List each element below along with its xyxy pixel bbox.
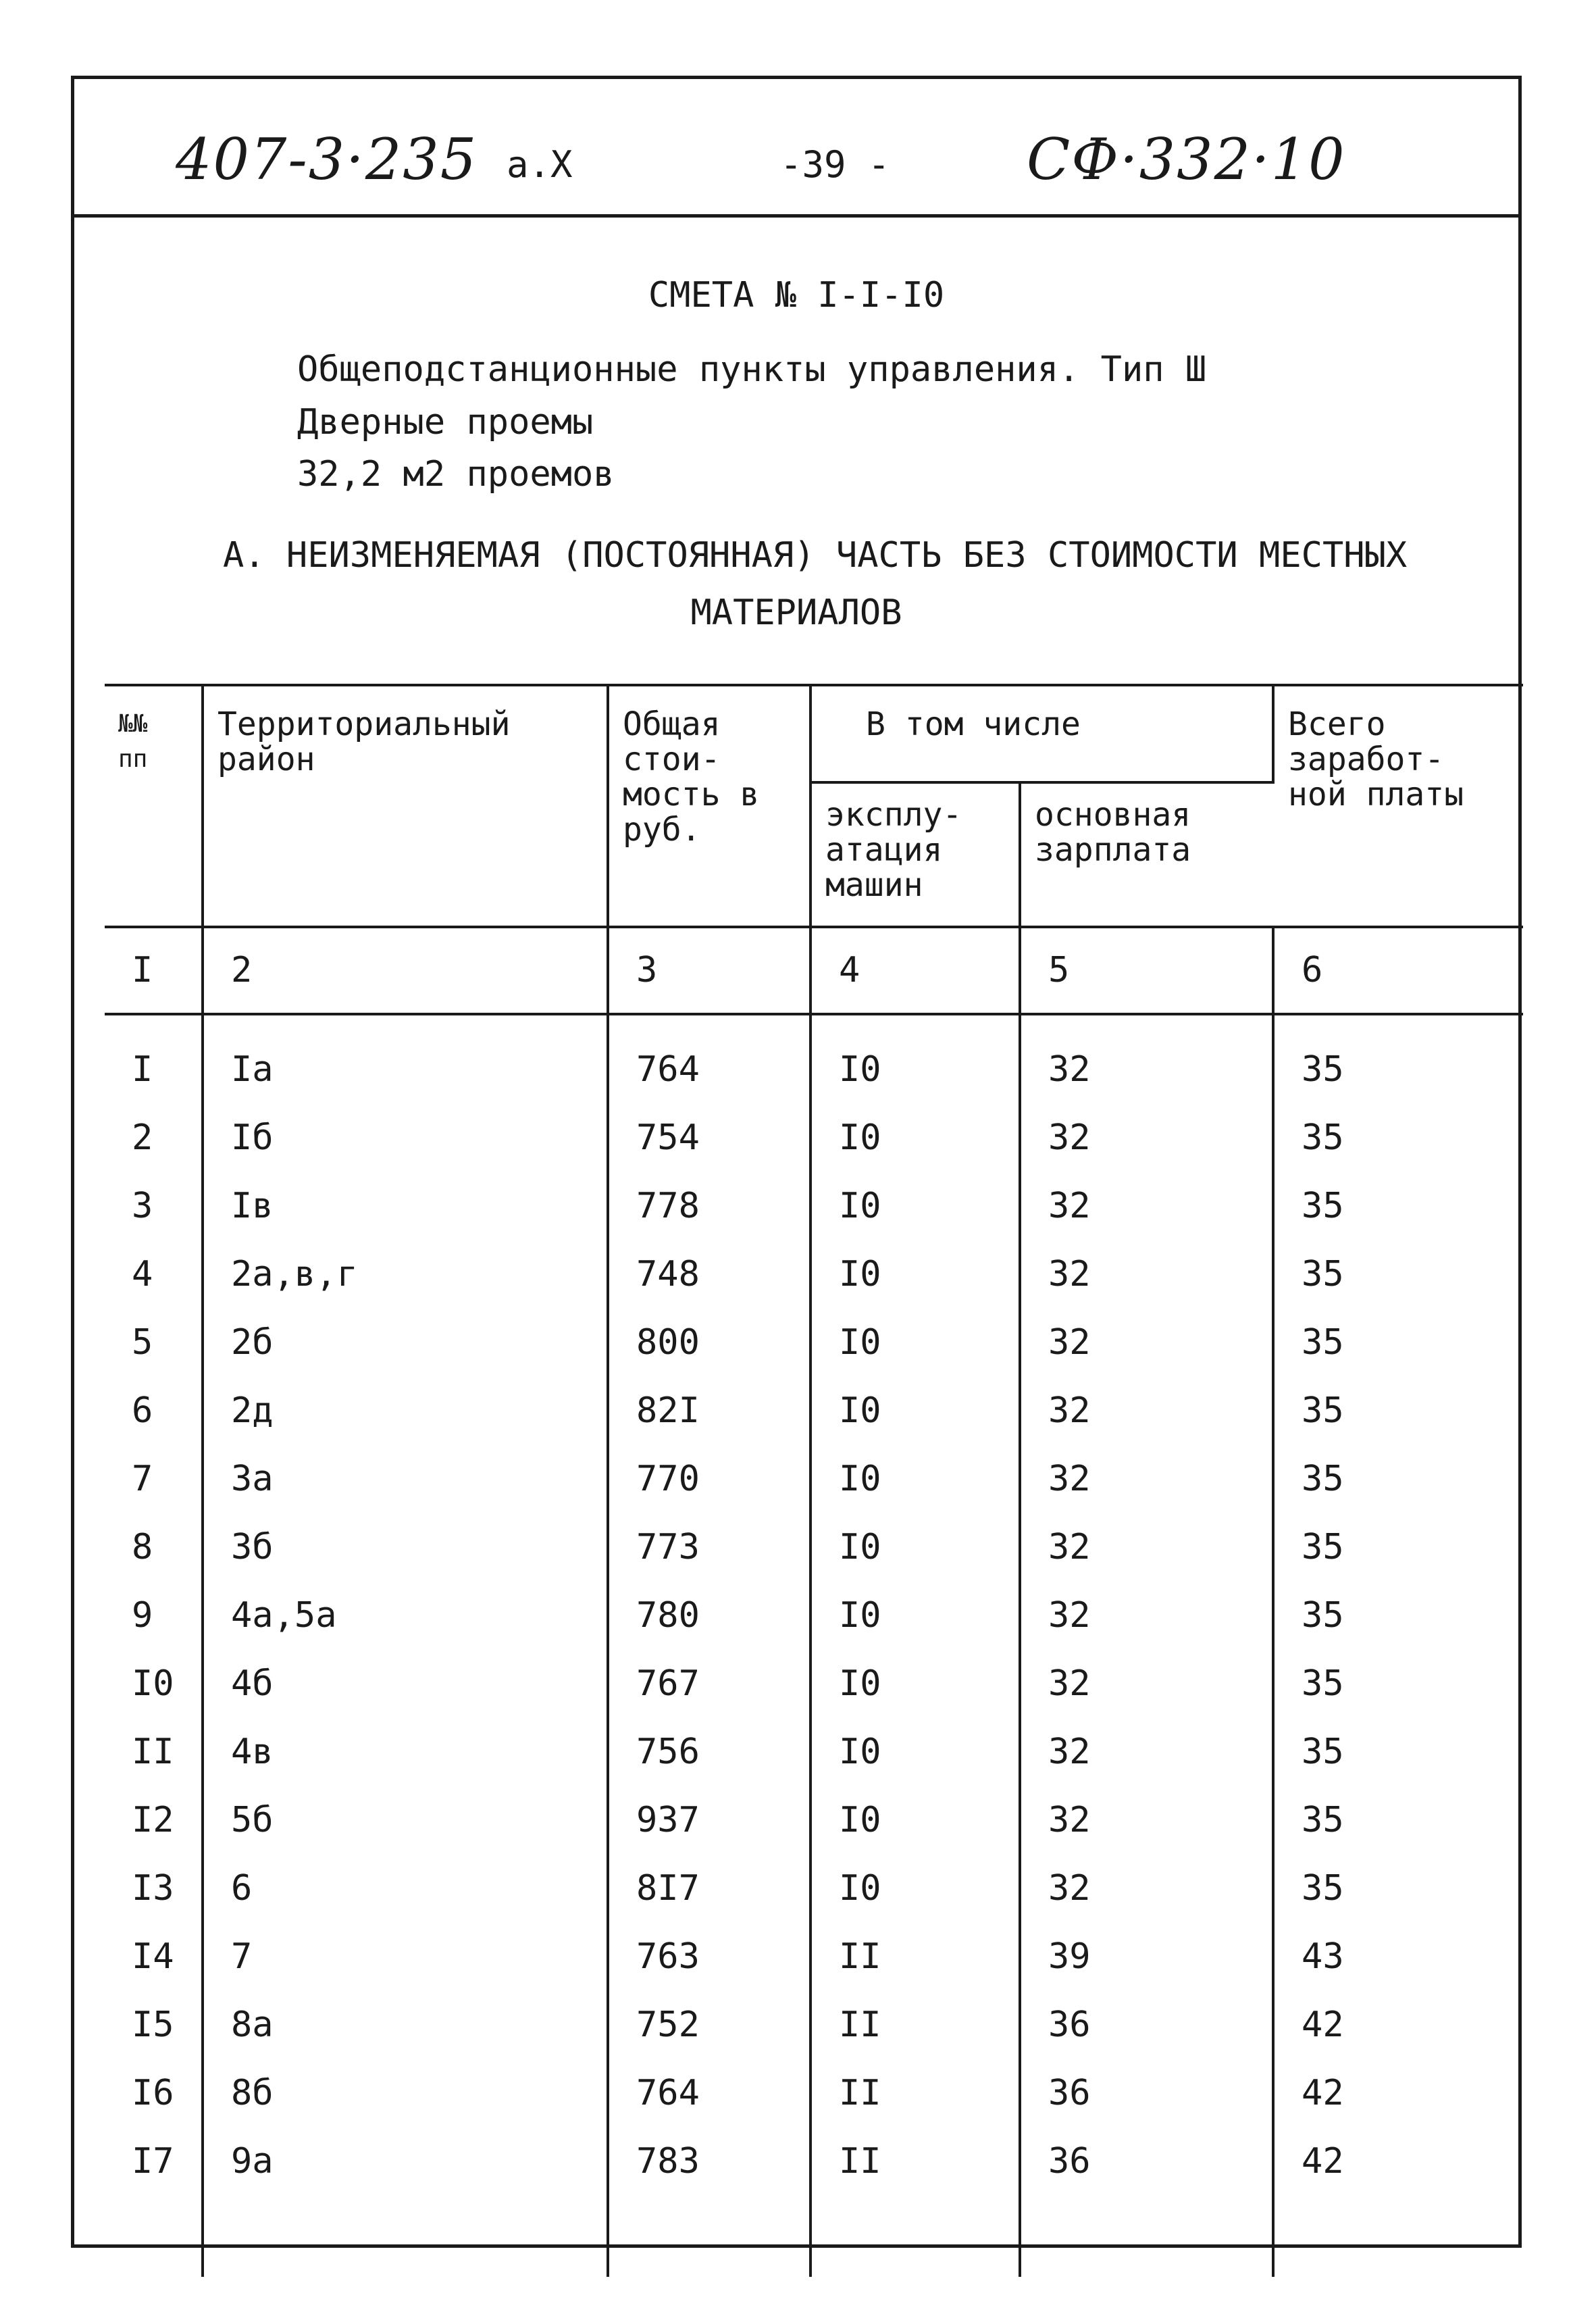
cell-base-wages: 39: [1020, 1923, 1273, 1991]
cell-number: 8: [105, 1513, 203, 1582]
cell-total-wages: 35: [1302, 1049, 1344, 1090]
page-header: [74, 79, 1518, 218]
cell-territory: 3а: [203, 1445, 608, 1513]
cell-territory: Iа: [203, 1014, 608, 1104]
cell-machine-operation: II: [810, 2128, 1020, 2196]
table-row: [105, 1172, 1523, 1240]
cell-total-cost: 937: [608, 1786, 810, 1855]
cell-machine-operation: I0: [810, 1513, 1020, 1582]
cell-total-wages: 35: [1302, 1732, 1344, 1772]
cell-total-wages: 42: [1302, 2005, 1344, 2045]
cell-machine-operation: II: [810, 1923, 1020, 1991]
cell-total-cost: 764: [608, 1014, 810, 1104]
cell-number: 6: [105, 1377, 203, 1445]
column-number: I: [105, 927, 203, 1014]
cell-total-cost: 754: [608, 1104, 810, 1172]
header-including: В том числе: [810, 685, 1273, 782]
cell-number: I: [105, 1014, 203, 1104]
project-code: 407-3·235: [176, 126, 478, 193]
table-body: [105, 1014, 1523, 2277]
cell-number: I2: [105, 1786, 203, 1855]
cell-machine-operation: I0: [810, 1718, 1020, 1786]
cell-total-cost: 763: [608, 1923, 810, 1991]
cell-territory: 6: [203, 1855, 608, 1923]
table-row: [105, 1786, 1523, 1855]
header-total-cost: Общая стои- мость в руб.: [608, 685, 810, 927]
table-row: [105, 1309, 1523, 1377]
quantity-line: 32,2 м2 проемов: [297, 454, 615, 495]
header-machine-operation: эксплу- атация машин: [810, 782, 1020, 927]
estimate-title: СМЕТА № I-I-I0: [648, 275, 945, 316]
cell-machine-operation: I0: [810, 1309, 1020, 1377]
section-heading-cont: МАТЕРИАЛОВ: [690, 593, 902, 633]
cell-number: I0: [105, 1650, 203, 1718]
cell-machine-operation: I0: [810, 1786, 1020, 1855]
cell-total-cost: 756: [608, 1718, 810, 1786]
cell-total-wages: 35: [1302, 1800, 1344, 1840]
cell-territory: Iв: [203, 1172, 608, 1240]
header-territory: Территориальный район: [203, 685, 608, 927]
cell-number: 9: [105, 1582, 203, 1650]
cell-base-wages: 36: [1020, 2128, 1273, 2196]
cell-number: I3: [105, 1855, 203, 1923]
cell-territory: 9а: [203, 2128, 608, 2196]
table-row: [105, 1855, 1523, 1923]
cell-total-cost: 780: [608, 1582, 810, 1650]
header-total-wages: Всего заработ- ной платы: [1273, 685, 1523, 927]
cell-territory: 8а: [203, 1991, 608, 2059]
cell-number: I7: [105, 2128, 203, 2196]
table-tail: [105, 2196, 1523, 2277]
column-number: 5: [1020, 927, 1273, 1014]
cell-territory: 5б: [203, 1786, 608, 1855]
column-number: 6: [1273, 927, 1523, 1014]
cell-base-wages: 32: [1020, 1172, 1273, 1240]
cell-total-wages: 35: [1302, 1117, 1344, 1158]
cell-territory: 2а,в,г: [203, 1240, 608, 1309]
cell-number: I5: [105, 1991, 203, 2059]
album-label: а.X: [507, 143, 573, 186]
cell-base-wages: 32: [1020, 1582, 1273, 1650]
table-row: [105, 1377, 1523, 1445]
estimate-table: [105, 684, 1523, 2277]
cell-total-wages: 35: [1302, 1868, 1344, 1909]
cell-base-wages: 32: [1020, 1786, 1273, 1855]
cell-number: 3: [105, 1172, 203, 1240]
table-row: [105, 1104, 1523, 1172]
cell-territory: 2б: [203, 1309, 608, 1377]
cell-base-wages: 32: [1020, 1240, 1273, 1309]
cell-number: I6: [105, 2059, 203, 2128]
sheet-code: СФ·332·10: [1027, 126, 1346, 193]
cell-number: 5: [105, 1309, 203, 1377]
cell-machine-operation: I0: [810, 1014, 1020, 1104]
cell-territory: Iб: [203, 1104, 608, 1172]
cell-machine-operation: I0: [810, 1172, 1020, 1240]
cell-base-wages: 32: [1020, 1377, 1273, 1445]
element-name: Дверные проемы: [297, 402, 594, 443]
page-frame: [71, 76, 1522, 2248]
cell-total-wages: 42: [1302, 2073, 1344, 2113]
page-number: -39 -: [780, 143, 890, 186]
cell-machine-operation: I0: [810, 1377, 1020, 1445]
cell-total-cost: 770: [608, 1445, 810, 1513]
table-row: [105, 1240, 1523, 1309]
cell-total-wages: 35: [1302, 1186, 1344, 1226]
cell-number: II: [105, 1718, 203, 1786]
column-number: 4: [810, 927, 1020, 1014]
column-number: 2: [203, 927, 608, 1014]
header-base-wages: основная зарплата: [1035, 796, 1191, 869]
cell-total-cost: 82I: [608, 1377, 810, 1445]
cell-machine-operation: I0: [810, 1104, 1020, 1172]
cell-number: 7: [105, 1445, 203, 1513]
table-row: [105, 1445, 1523, 1513]
cell-total-wages: 35: [1302, 1459, 1344, 1499]
table-row: [105, 1991, 1523, 2059]
cell-total-cost: 767: [608, 1650, 810, 1718]
cell-base-wages: 32: [1020, 1513, 1273, 1582]
cell-total-wages: 35: [1302, 1663, 1344, 1704]
cell-machine-operation: I0: [810, 1855, 1020, 1923]
cell-total-cost: 752: [608, 1991, 810, 2059]
cell-total-cost: 773: [608, 1513, 810, 1582]
cell-total-cost: 8I7: [608, 1855, 810, 1923]
cell-base-wages: 32: [1020, 1650, 1273, 1718]
cell-total-wages: 35: [1302, 1527, 1344, 1567]
cell-machine-operation: I0: [810, 1445, 1020, 1513]
cell-base-wages: 32: [1020, 1104, 1273, 1172]
cell-base-wages: 32: [1020, 1445, 1273, 1513]
cell-territory: 4б: [203, 1650, 608, 1718]
cell-machine-operation: I0: [810, 1650, 1020, 1718]
column-number: 3: [608, 927, 810, 1014]
table-row: [105, 1718, 1523, 1786]
cell-number: 4: [105, 1240, 203, 1309]
header-row-number: №№ пп: [105, 685, 203, 927]
cell-territory: 8б: [203, 2059, 608, 2128]
cell-total-wages: 42: [1302, 2141, 1344, 2182]
cell-machine-operation: II: [810, 1991, 1020, 2059]
table-row: [105, 2128, 1523, 2196]
cell-base-wages: 36: [1020, 1991, 1273, 2059]
cell-total-cost: 748: [608, 1240, 810, 1309]
cell-base-wages: 32: [1020, 1309, 1273, 1377]
cell-base-wages: 32: [1020, 1718, 1273, 1786]
cell-total-cost: 764: [608, 2059, 810, 2128]
cell-machine-operation: II: [810, 2059, 1020, 2128]
cell-base-wages: 32: [1020, 1014, 1273, 1104]
cell-machine-operation: I0: [810, 1582, 1020, 1650]
cell-territory: 2д: [203, 1377, 608, 1445]
cell-total-wages: 35: [1302, 1595, 1344, 1636]
object-name: Общеподстанционные пункты управления. Тип Ш: [297, 349, 1207, 390]
table-header: [105, 685, 1523, 927]
cell-base-wages: 32: [1020, 1855, 1273, 1923]
cell-total-wages: 35: [1302, 1390, 1344, 1431]
cell-territory: 4в: [203, 1718, 608, 1786]
section-heading: А. НЕИЗМЕНЯЕМАЯ (ПОСТОЯННАЯ) ЧАСТЬ БЕЗ СТОИМОСТИ МЕСТНЫХ: [223, 535, 1408, 576]
cell-number: I4: [105, 1923, 203, 1991]
table-row: [105, 1513, 1523, 1582]
cell-territory: 3б: [203, 1513, 608, 1582]
table-row: [105, 1014, 1523, 1104]
cell-total-wages: 43: [1302, 1936, 1344, 1977]
cell-total-wages: 35: [1302, 1322, 1344, 1363]
cell-machine-operation: I0: [810, 1240, 1020, 1309]
cell-total-cost: 800: [608, 1309, 810, 1377]
cell-base-wages: 36: [1020, 2059, 1273, 2128]
cell-number: 2: [105, 1104, 203, 1172]
cell-total-cost: 783: [608, 2128, 810, 2196]
table-row: [105, 1650, 1523, 1718]
column-number-row: [105, 927, 1523, 1014]
table-row: [105, 1923, 1523, 1991]
cell-total-cost: 778: [608, 1172, 810, 1240]
table-row: [105, 2059, 1523, 2128]
table-row: [105, 1582, 1523, 1650]
cell-territory: 7: [203, 1923, 608, 1991]
cell-territory: 4а,5а: [203, 1582, 608, 1650]
cell-total-wages: 35: [1302, 1254, 1344, 1294]
